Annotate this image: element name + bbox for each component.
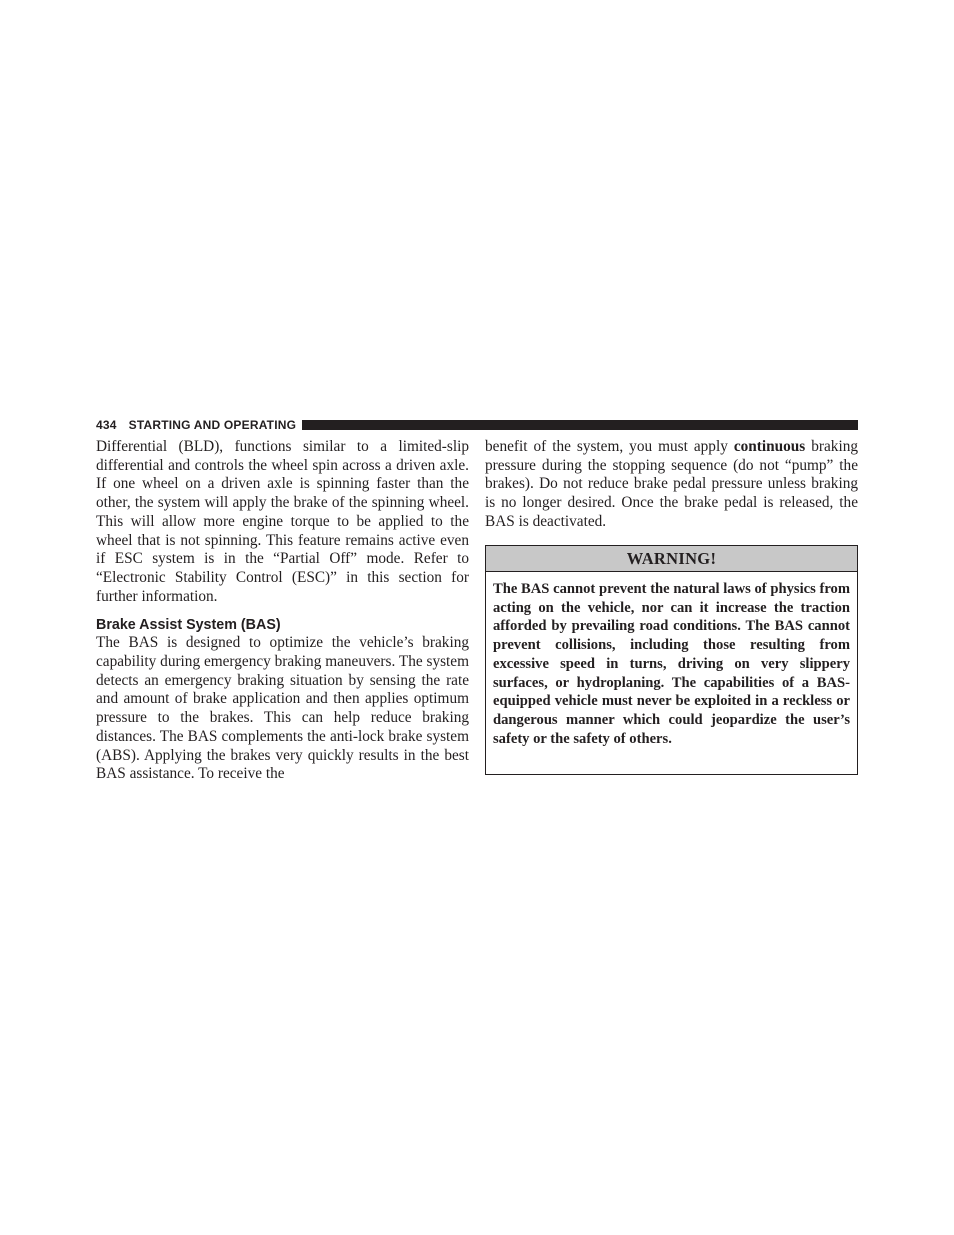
left-column: [96, 438, 469, 784]
page-number: 434: [96, 417, 117, 432]
bas-paragraph: The BAS is designed to optimize the vehicle’s braking capability during emergency braking maneuvers. The system detects an emergency braking situation by sensing the rate and amount of brake application and then applies optimum pressure to the brakes. This can help reduce braking distances. The BAS complements the anti-lock brake system (ABS). Applying the brakes very quickly results in the best BAS assistance. To receive the: [96, 634, 469, 783]
warning-box: [485, 545, 858, 775]
warning-text: The BAS cannot prevent the natural laws of physics from acting on the vehicle, nor can it increase the traction afforded by prevailing road conditions. The BAS cannot prevent collisions, including those resulting from excessive speed in turns, driving on very slippery surfaces, or hydroplaning. The capabilities of a BAS-equipped vehicle must never be exploited in a reckless or dangerous manner which could jeopardize the user’s safety or the safety of others.: [493, 581, 850, 747]
header-rule: [302, 420, 858, 430]
right-column: [485, 438, 858, 532]
warning-title: WARNING!: [486, 546, 857, 572]
section-title: STARTING AND OPERATING: [128, 417, 297, 432]
para-bold-word: continuous: [733, 438, 806, 455]
bld-paragraph: Differential (BLD), functions similar to a limited-slip differential and controls the wheel spin across a driven axle. If one wheel on a driven axle is spinning faster than the other, the system will apply the brake of the spinning wheel. This will allow more engine torque to be applied to the wheel that is not spinning. This feature remains active even if ESC system is in the “Partial Off” mode. Refer to “Electronic Stability Control (ESC)” in this section for further information.: [96, 438, 469, 605]
bas-continued-paragraph: [485, 438, 858, 532]
para-text-start: benefit of the system, you must apply: [485, 438, 734, 455]
para-text-end: braking pressure during the stopping sequence (do not “pump” the brakes). Do not reduce brake pedal pressure unless braking is no longer desired. Once the brake pedal is released, the BAS is deactivated.: [485, 438, 858, 530]
bas-subheading: Brake Assist System (BAS): [96, 617, 281, 634]
page-header: [96, 417, 858, 432]
